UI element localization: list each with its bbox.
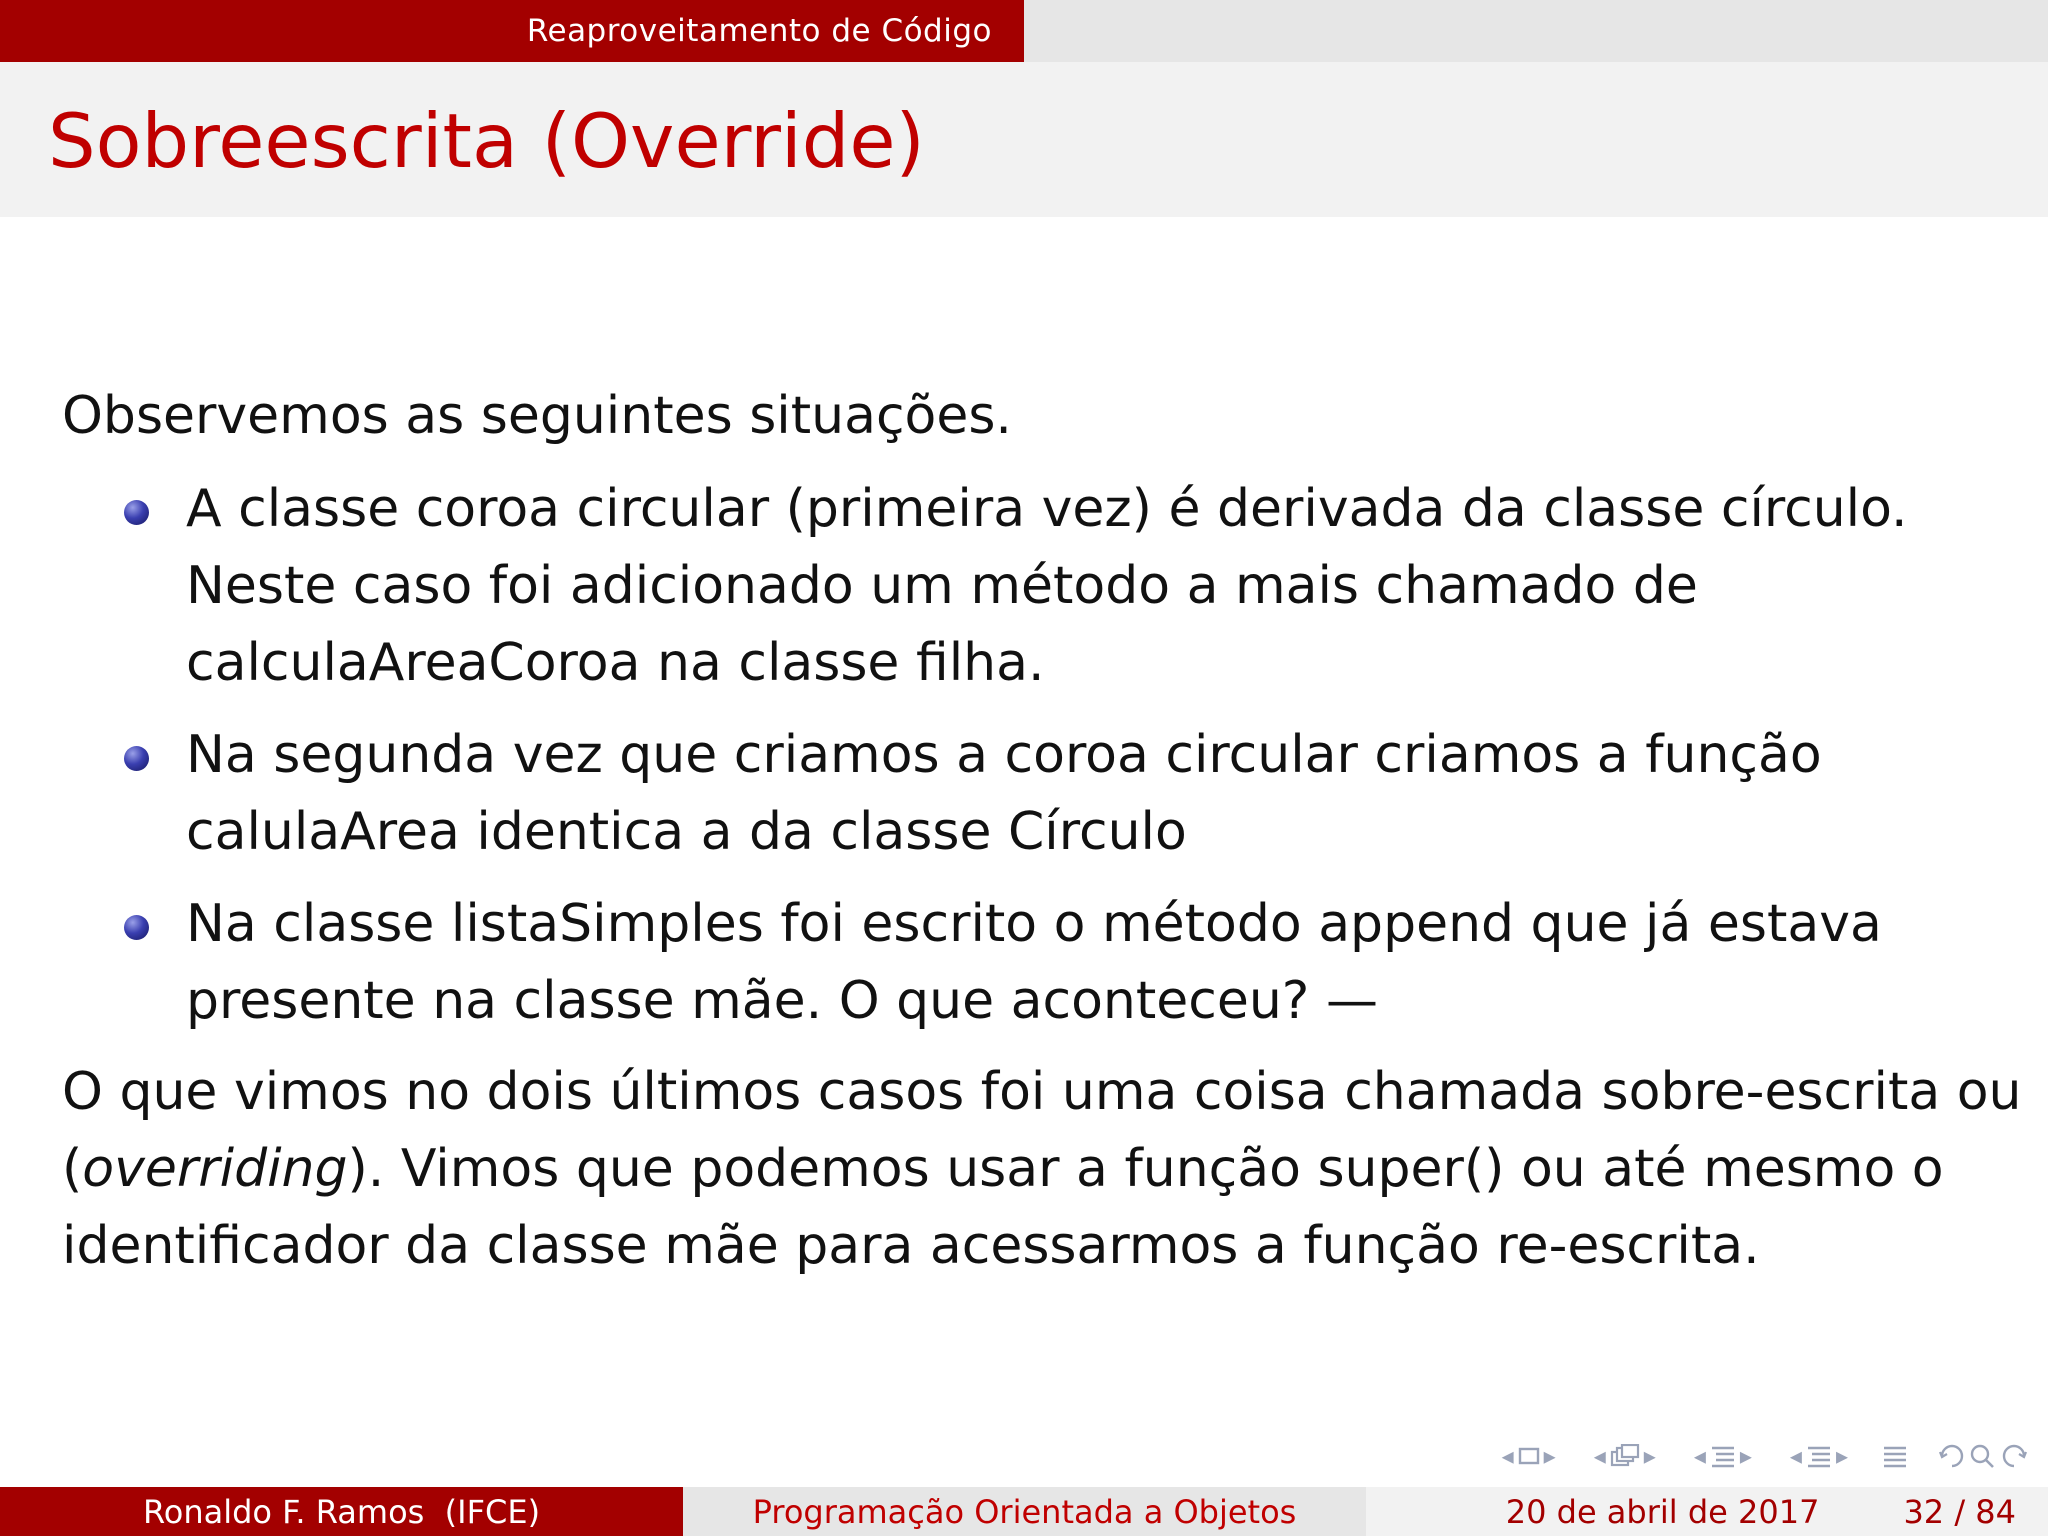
footer-right xyxy=(1366,1487,2048,1536)
paren-open: ( xyxy=(62,1139,83,1199)
conclusion-text xyxy=(62,1054,2022,1285)
header-filler xyxy=(1024,0,2048,62)
bullet-icon xyxy=(124,915,149,940)
document-nav-icon[interactable] xyxy=(1882,1444,1908,1468)
footer-course[interactable]: Programação Orientada a Objetos xyxy=(683,1487,1366,1536)
conclusion-line: identificador da classe mãe para acessarmos a função re-escrita. xyxy=(62,1216,1760,1276)
conclusion-line-rest: ). Vimos que podemos usar a função super() ou até mesmo o xyxy=(347,1139,1944,1199)
bullet-item xyxy=(62,886,2002,1040)
bullet-list xyxy=(62,471,2002,1040)
conclusion-line xyxy=(62,1131,2002,1208)
bullet-line: calculaAreaCoroa na classe filha. xyxy=(186,633,1045,693)
header-bar xyxy=(0,0,2048,62)
bullet-line: calulaArea identica a da classe Círculo xyxy=(186,802,1187,862)
bullet-line: Na segunda vez que criamos a coroa circular criamos a função xyxy=(186,725,1822,785)
page-title: Sobreescrita (Override) xyxy=(48,97,925,185)
section-nav-icon[interactable]: ◂ ▸ xyxy=(1789,1442,1848,1470)
footer-date: 20 de abril de 2017 xyxy=(1505,1492,1820,1531)
bullet-icon xyxy=(124,500,149,525)
footer-author[interactable]: Ronaldo F. Ramos (IFCE) xyxy=(0,1487,683,1536)
navigation-symbols xyxy=(1468,1440,2028,1472)
bullet-item xyxy=(62,717,2002,871)
bullet-line: Neste caso foi adicionado um método a mais chamado de xyxy=(186,556,1698,616)
bullet-line: A classe coroa circular (primeira vez) é derivada da classe círculo. xyxy=(186,479,1908,539)
frame-title-bar xyxy=(0,62,2048,217)
slide-nav-icon[interactable]: ◂ ▸ xyxy=(1501,1442,1556,1470)
footer-bar xyxy=(0,1487,2048,1536)
conclusion-line: O que vimos no dois últimos casos foi uma coisa chamada sobre-escrita ou xyxy=(62,1062,2022,1122)
search-icon[interactable] xyxy=(1938,1441,2028,1471)
bullet-item xyxy=(62,471,2002,702)
section-title[interactable]: Reaproveitamento de Código xyxy=(0,0,1024,62)
subsection-nav-icon[interactable]: ◂ ▸ xyxy=(1693,1442,1752,1470)
bullet-line: Na classe listaSimples foi escrito o método append que já estava xyxy=(186,894,1882,954)
overriding-term: overriding xyxy=(82,1139,348,1199)
frame-nav-icon[interactable]: ◂ ▸ xyxy=(1593,1442,1656,1470)
page-counter: 32 / 84 xyxy=(1903,1492,2016,1531)
intro-text: Observemos as seguintes situações. xyxy=(62,386,1012,446)
bullet-icon xyxy=(124,746,149,771)
slide-content xyxy=(62,378,2022,1285)
bullet-line: presente na classe mãe. O que aconteceu? — xyxy=(186,971,1378,1031)
